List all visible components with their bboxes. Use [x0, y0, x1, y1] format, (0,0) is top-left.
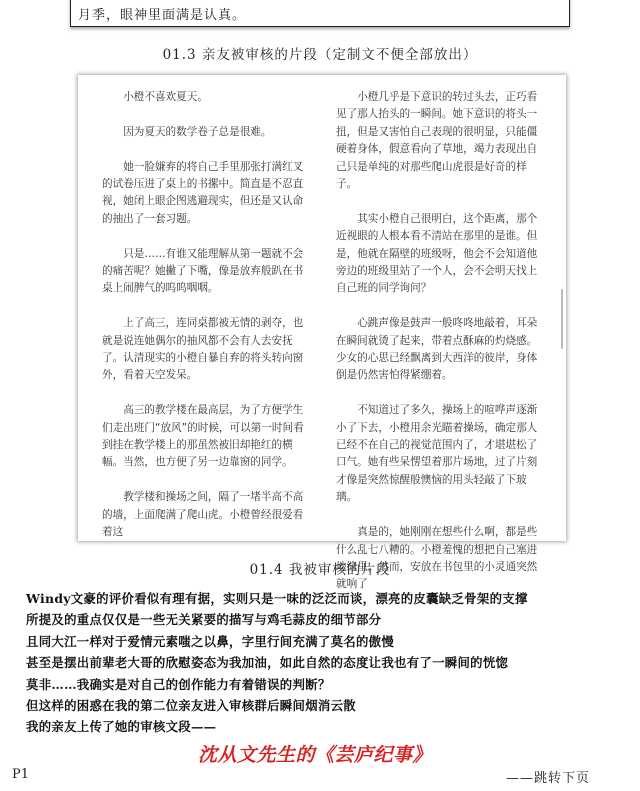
- scrollbar[interactable]: [561, 289, 563, 349]
- excerpt-paragraph: 不知道过了多久，操场上的喧哗声逐渐小了下去，小橙用余光瞄着操场，确定那人已经不在自己的视觉范围内了，才堪堪松了口气。她有些呆愣望着那片场地，过了片刻才像是突然惊醒般懊恼的用头轻敲了下玻璃。: [336, 404, 538, 504]
- commentary-line: 但这样的困惑在我的第二位亲友进入审核群后瞬间烟消云散: [26, 698, 356, 714]
- commentary-line: 甚至是摆出前辈老大哥的欣慰姿态为我加油，如此自然的态度让我也有了一瞬间的恍惚: [26, 655, 509, 671]
- excerpt-paragraph: 心跳声像是鼓声一般咚咚地敲着，耳朵在瞬间就烫了起来，带着点酥麻的灼烧感。少女的心思已经飘离到大西洋的彼岸，身体倒是仍然害怕得紧绷着。: [336, 317, 538, 382]
- excerpt-paragraph: 真是的，她刚刚在想些什么啊，都是些什么乱七八糟的。小橙羞愧的想把自己塞进地缝里。然而，安放在书包里的小灵通突然就响了: [336, 526, 538, 591]
- excerpt-paragraph: 上了高三，连同桌都被无情的剥夺，也就是说连她偶尔的抽风都不会有人去安抚了。认清现实的小橙自暴自弃的将头转向窗外，看着天空发呆。: [102, 317, 304, 382]
- excerpt-paragraph: 小橙不喜欢夏天。: [123, 91, 208, 103]
- commentary-line: Windy文豪的评价看似有理有据，实则只是一味的泛泛而谈，漂亮的皮囊缺乏骨架的支撑: [26, 591, 528, 606]
- previous-excerpt-text: 月季，眼神里面满是认真。: [78, 8, 247, 23]
- excerpt-paragraph: 她一脸嫌弃的将自己手里那张打满红叉的试卷压进了桌上的书摞中。简直是不忍直视，她闭上眼企图逃避现实，但还是又认命的抽出了一套习题。: [102, 160, 304, 225]
- commentary-line: 且同大江一样对于爱情元素嗤之以鼻，字里行间充满了莫名的傲慢: [26, 633, 395, 649]
- caption-my-excerpt: 01.4 我被审核的片段: [249, 562, 391, 578]
- excerpt-paragraph: 其实小橙自己很明白，这个距离，那个近视眼的人根本看不清站在那里的是谁。但是，他就在隔壁的班级呀，他会不会知道他旁边的班级里站了一个人，会不会明天找上自己班的同学询问？: [336, 212, 538, 295]
- jump-next-page-link[interactable]: ——跳转下页: [506, 771, 591, 786]
- commentary: [26, 588, 606, 738]
- excerpt-paragraph: 因为夏天的数学卷子总是很难。: [123, 125, 272, 138]
- red-title: 沈从文先生的《芸庐纪事》: [198, 744, 433, 766]
- excerpt-left-column: [102, 89, 307, 559]
- commentary-line: 所提及的重点仅仅是一些无关紧要的描写与鸡毛蒜皮的细节部分: [26, 612, 382, 628]
- caption-friend-excerpt: 01.3 亲友被审核的片段（定制文不便全部放出）: [162, 47, 478, 63]
- excerpt-paragraph: 小橙几乎是下意识的转过头去，正巧看见了那人抬头的一瞬间。她下意识的将头一扭，但是又害怕自己表现的很明显，只能僵硬着身体，假意看向了草地，竭力表现出自己只是单纯的对那些爬山虎很是好奇的样子。: [336, 91, 538, 191]
- excerpt-paragraph: 只是……有谁又能理解从第一题就不会的痛苦呢？她撇了下嘴，像是放弃般趴在书桌上闹脾气的呜呜咽咽。: [102, 247, 304, 295]
- page-number: P1: [12, 767, 30, 782]
- excerpt-paragraph: 教学楼和操场之间，隔了一堵半高不高的墙，上面爬满了爬山虎。小橙曾经很爱看着这: [102, 491, 304, 539]
- commentary-line: 莫非……我确实是对自己的创作能力有着错误的判断？: [26, 676, 331, 692]
- excerpt-paragraph: 高三的教学楼在最高层，为了方便学生们走出班门“放风”的时候，可以第一时间看到挂在教学楼上的那虽然被旧却艳红的横幅。当然，也方便了另一边靠窗的同学。: [102, 404, 304, 469]
- commentary-line: 我的亲友上传了她的审核文段——: [26, 719, 217, 735]
- excerpt-right-column: [336, 89, 541, 611]
